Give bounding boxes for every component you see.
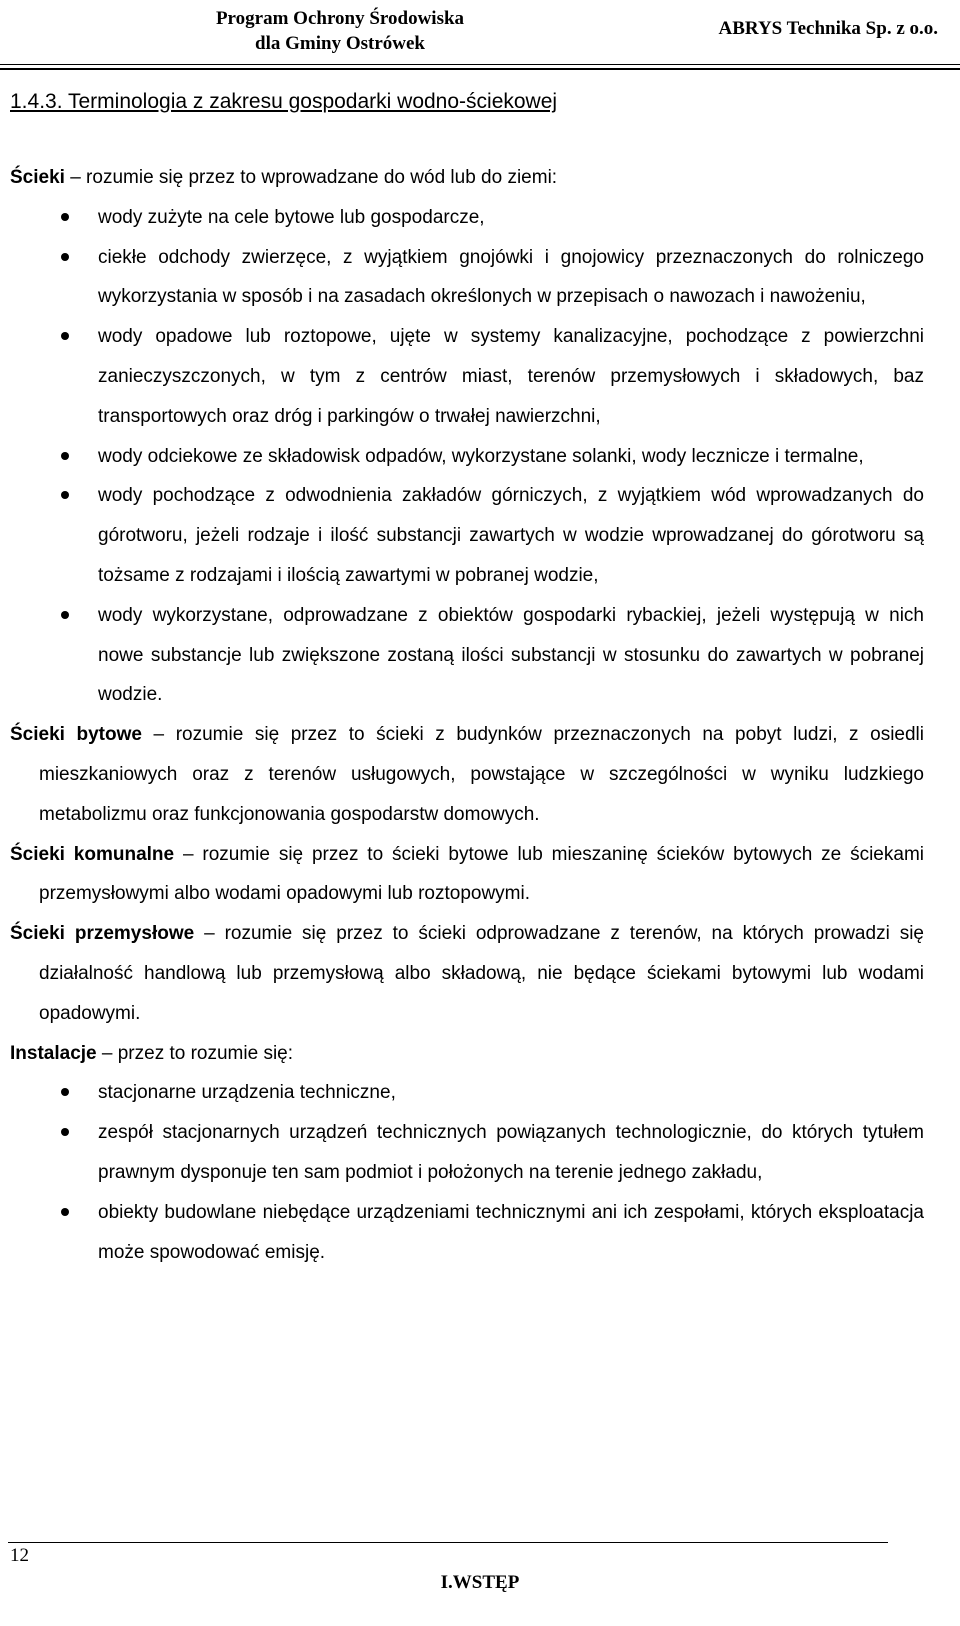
bullet-icon bbox=[61, 332, 69, 340]
list-item bbox=[10, 476, 924, 595]
list-item bbox=[10, 1073, 924, 1113]
document-body bbox=[10, 158, 924, 1272]
bullet-icon bbox=[61, 213, 69, 221]
section-title: 1.4.3. Terminologia z zakresu gospodarki wodno-ściekowej bbox=[10, 90, 558, 113]
list-item-text: wody zużyte na cele bytowe lub gospodarcze, bbox=[98, 206, 485, 228]
bullet-icon bbox=[61, 491, 69, 499]
list-item-text: stacjonarne urządzenia techniczne, bbox=[98, 1082, 396, 1104]
term-scieki-przemyslowe: Ścieki przemysłowe bbox=[10, 923, 195, 945]
list-item bbox=[10, 1193, 924, 1273]
term-instalacje: Instalacje bbox=[10, 1042, 97, 1064]
list-item-text: ciekłe odchody zwierzęce, z wyjątkiem gnojówki i gnojowicy przeznaczonych do rolniczego wykorzystania w sposób i na zasadach określonych w przepisach o nawozach i nawożeniu, bbox=[98, 246, 924, 308]
definition-scieki-bytowe bbox=[10, 715, 924, 834]
definition-text: – rozumie się przez to wprowadzane do wód lub do ziemi: bbox=[64, 167, 558, 188]
bullet-icon bbox=[61, 1128, 69, 1136]
list-item bbox=[10, 198, 924, 238]
bullet-icon bbox=[61, 253, 69, 261]
definition-scieki bbox=[10, 158, 924, 198]
bullet-icon bbox=[61, 1208, 69, 1216]
list-item-text: obiekty budowlane niebędące urządzeniami technicznymi ani ich zespołami, których eksploatacja może spowodować emisję. bbox=[98, 1201, 924, 1263]
bullet-icon bbox=[61, 1088, 69, 1096]
list-item-text: wody pochodzące z odwodnienia zakładów górniczych, z wyjątkiem wód wprowadzanych do górotworu, jeżeli rodzaje i ilość substancji zawartych w wodzie wprowadzanej do górotworu są tożsame z rodzajami i ilością zawartymi w pobranej wodzie, bbox=[98, 485, 924, 586]
scieki-list bbox=[10, 198, 924, 715]
header-title-line-2: dla Gminy Ostrówek bbox=[255, 33, 425, 54]
bullet-icon bbox=[61, 452, 69, 460]
list-item bbox=[10, 317, 924, 436]
header-program-title bbox=[180, 6, 500, 56]
definition-instalacje bbox=[10, 1034, 924, 1074]
definition-text: – rozumie się przez to ścieki z budynków przeznaczonych na pobyt ludzi, z osiedli mieszkaniowych oraz z terenów usługowych, powstające w szczególności w wyniku ludzkiego metabolizmu oraz funkcjonowania gospodarstw domowych. bbox=[39, 724, 924, 825]
header-company: ABRYS Technika Sp. z o.o. bbox=[718, 18, 938, 39]
term-scieki: Ścieki bbox=[10, 167, 65, 188]
term-scieki-bytowe: Ścieki bytowe bbox=[10, 724, 142, 746]
list-item bbox=[10, 1113, 924, 1193]
definition-scieki-komunalne bbox=[10, 835, 924, 915]
list-item bbox=[10, 238, 924, 318]
list-item bbox=[10, 596, 924, 715]
list-item-text: wody odciekowe ze składowisk odpadów, wykorzystane solanki, wody lecznicze i termalne, bbox=[98, 445, 864, 467]
bullet-icon bbox=[61, 611, 69, 619]
definition-text: – rozumie się przez to ścieki bytowe lub mieszaninę ścieków bytowych ze ściekami przemysłowymi albo wodami opadowymi lub roztopowymi. bbox=[39, 843, 924, 905]
list-item bbox=[10, 437, 924, 477]
list-item-text: wody wykorzystane, odprowadzane z obiektów gospodarki rybackiej, jeżeli występują w nich nowe substancje lub zwiększone zostaną ilości substancji w stosunku do zawartych w pobranej wodzie. bbox=[98, 604, 924, 706]
instalacje-list bbox=[10, 1073, 924, 1272]
definition-text: – przez to rozumie się: bbox=[96, 1042, 294, 1064]
definition-scieki-przemyslowe bbox=[10, 914, 924, 1033]
header-divider-thin bbox=[0, 64, 960, 65]
footer-chapter-title: I.WSTĘP bbox=[440, 1572, 520, 1593]
definition-text: – rozumie się przez to ścieki odprowadzane z terenów, na których prowadzi się działalność handlową lub przemysłową albo składową, nie będące ściekami bytowymi lub wodami opadowymi. bbox=[39, 923, 924, 1024]
header-title-line-1: Program Ochrony Środowiska bbox=[215, 8, 465, 29]
list-item-text: wody opadowe lub roztopowe, ujęte w systemy kanalizacyjne, pochodzące z powierzchni zanieczyszczonych, w tym z centrów miast, terenów przemysłowych i składowych, baz transportowych oraz dróg i parkingów o trwałej nawierzchni, bbox=[98, 326, 924, 427]
header-divider-thick bbox=[0, 68, 960, 70]
page-number: 12 bbox=[10, 1545, 29, 1566]
term-scieki-komunalne: Ścieki komunalne bbox=[10, 843, 175, 865]
footer-divider bbox=[8, 1542, 888, 1543]
list-item-text: zespół stacjonarnych urządzeń technicznych powiązanych technologicznie, do których tytułem prawnym dysponuje ten sam podmiot i położonych na terenie jednego zakładu, bbox=[98, 1122, 924, 1183]
